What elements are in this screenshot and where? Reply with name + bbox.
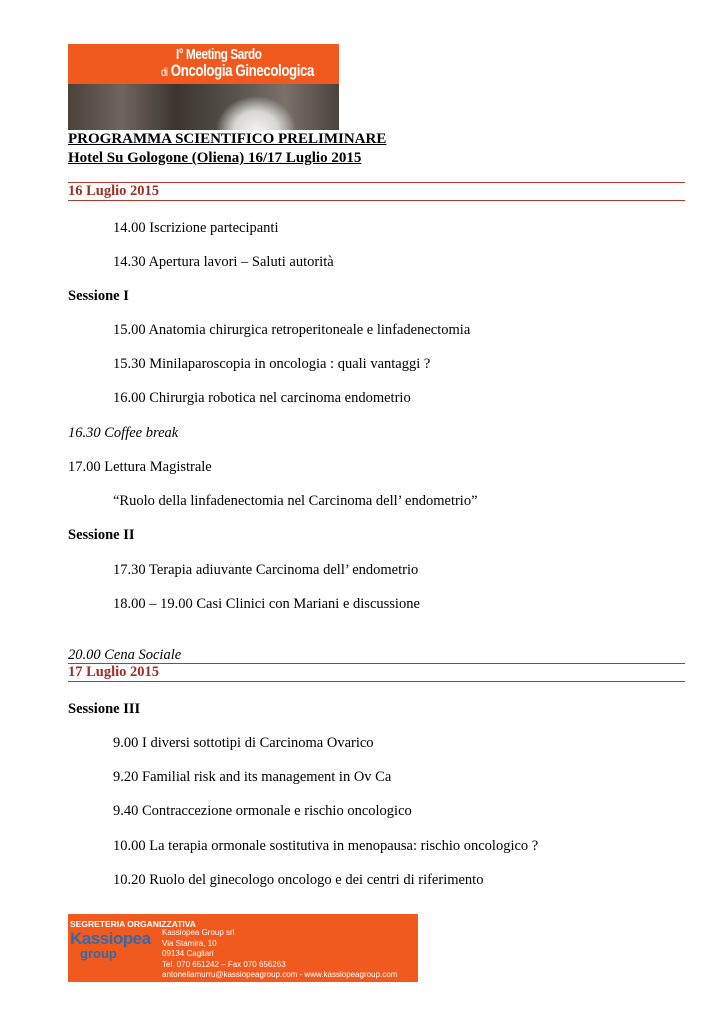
event-banner <box>68 44 339 130</box>
footer-city: 09134 Cagliari <box>162 949 214 958</box>
agenda-item: 14.00 Iscrizione partecipanti <box>113 220 279 236</box>
banner-title-main: Oncologia Ginecologica <box>170 61 315 80</box>
day1-date: 16 Luglio 2015 <box>68 183 160 199</box>
keynote-title: “Ruolo della linfadenectomia nel Carcinoma dell’ endometrio” <box>113 493 478 509</box>
banner-title-area <box>68 44 339 84</box>
footer-address <box>162 928 397 981</box>
agenda-item: 18.00 – 19.00 Casi Clinici con Mariani e discussione <box>113 596 420 612</box>
agenda-item: 16.00 Chirurgia robotica nel carcinoma endometrio <box>113 390 411 406</box>
keynote-lecture: 17.00 Lettura Magistrale <box>68 459 212 475</box>
banner-cave-photo <box>68 84 339 130</box>
agenda-item: 9.40 Contraccezione ormonale e rischio oncologico <box>113 803 412 819</box>
agenda-item: 14.30 Apertura lavori – Saluti autorità <box>113 254 334 270</box>
banner-title-line1: I° Meeting Sardo <box>176 46 262 63</box>
session-title: Sessione III <box>68 701 141 717</box>
coffee-break: 16.30 Coffee break <box>68 425 179 441</box>
kassiopea-logo: Kassiopea <box>70 929 151 948</box>
footer-street: Via Stamira, 10 <box>162 938 217 948</box>
footer-phone: Tel. 070 651242 – Fax 070 656263 <box>162 959 286 969</box>
program-venue: Hotel Su Gologone (Oliena) 16/17 Luglio 2015 <box>68 150 362 166</box>
day2-date: 17 Luglio 2015 <box>68 664 160 680</box>
agenda-item: 17.30 Terapia adiuvante Carcinoma dell’ endometrio <box>113 562 419 578</box>
agenda-item: 10.00 La terapia ormonale sostitutiva in menopausa: rischio oncologico ? <box>113 838 539 854</box>
program-title: PROGRAMMA SCIENTIFICO PRELIMINARE <box>68 131 387 147</box>
banner-title-prefix: di <box>161 65 168 79</box>
kassiopea-logo-group: group <box>80 946 117 961</box>
social-dinner: 20.00 Cena Sociale <box>68 647 182 663</box>
agenda-item: 15.00 Anatomia chirurgica retroperitoneale e linfadenectomia <box>113 322 471 338</box>
agenda-item: 9.20 Familial risk and its management in Ov Ca <box>113 769 392 785</box>
footer-title: SEGRETERIA ORGANIZZATIVA <box>70 919 196 929</box>
organizer-footer <box>68 914 418 982</box>
footer-company: Kassiopea Group srl <box>162 928 235 937</box>
agenda-item: 10.20 Ruolo del ginecologo oncologo e dei centri di riferimento <box>113 872 484 888</box>
day2-rule-bottom <box>68 681 685 682</box>
day1-rule-top <box>68 182 685 183</box>
day1-rule-bottom <box>68 200 685 201</box>
session-title: Sessione I <box>68 288 129 304</box>
day2-rule-top <box>68 663 685 664</box>
footer-contacts: antonellamurru@kassiopeagroup.com - www.kassiopeagroup.com <box>162 970 398 979</box>
agenda-item: 15.30 Minilaparoscopia in oncologia : quali vantaggi ? <box>113 356 431 372</box>
session-title: Sessione II <box>68 527 135 543</box>
agenda-item: 9.00 I diversi sottotipi di Carcinoma Ovarico <box>113 735 374 751</box>
banner-title-line2 <box>161 61 314 81</box>
